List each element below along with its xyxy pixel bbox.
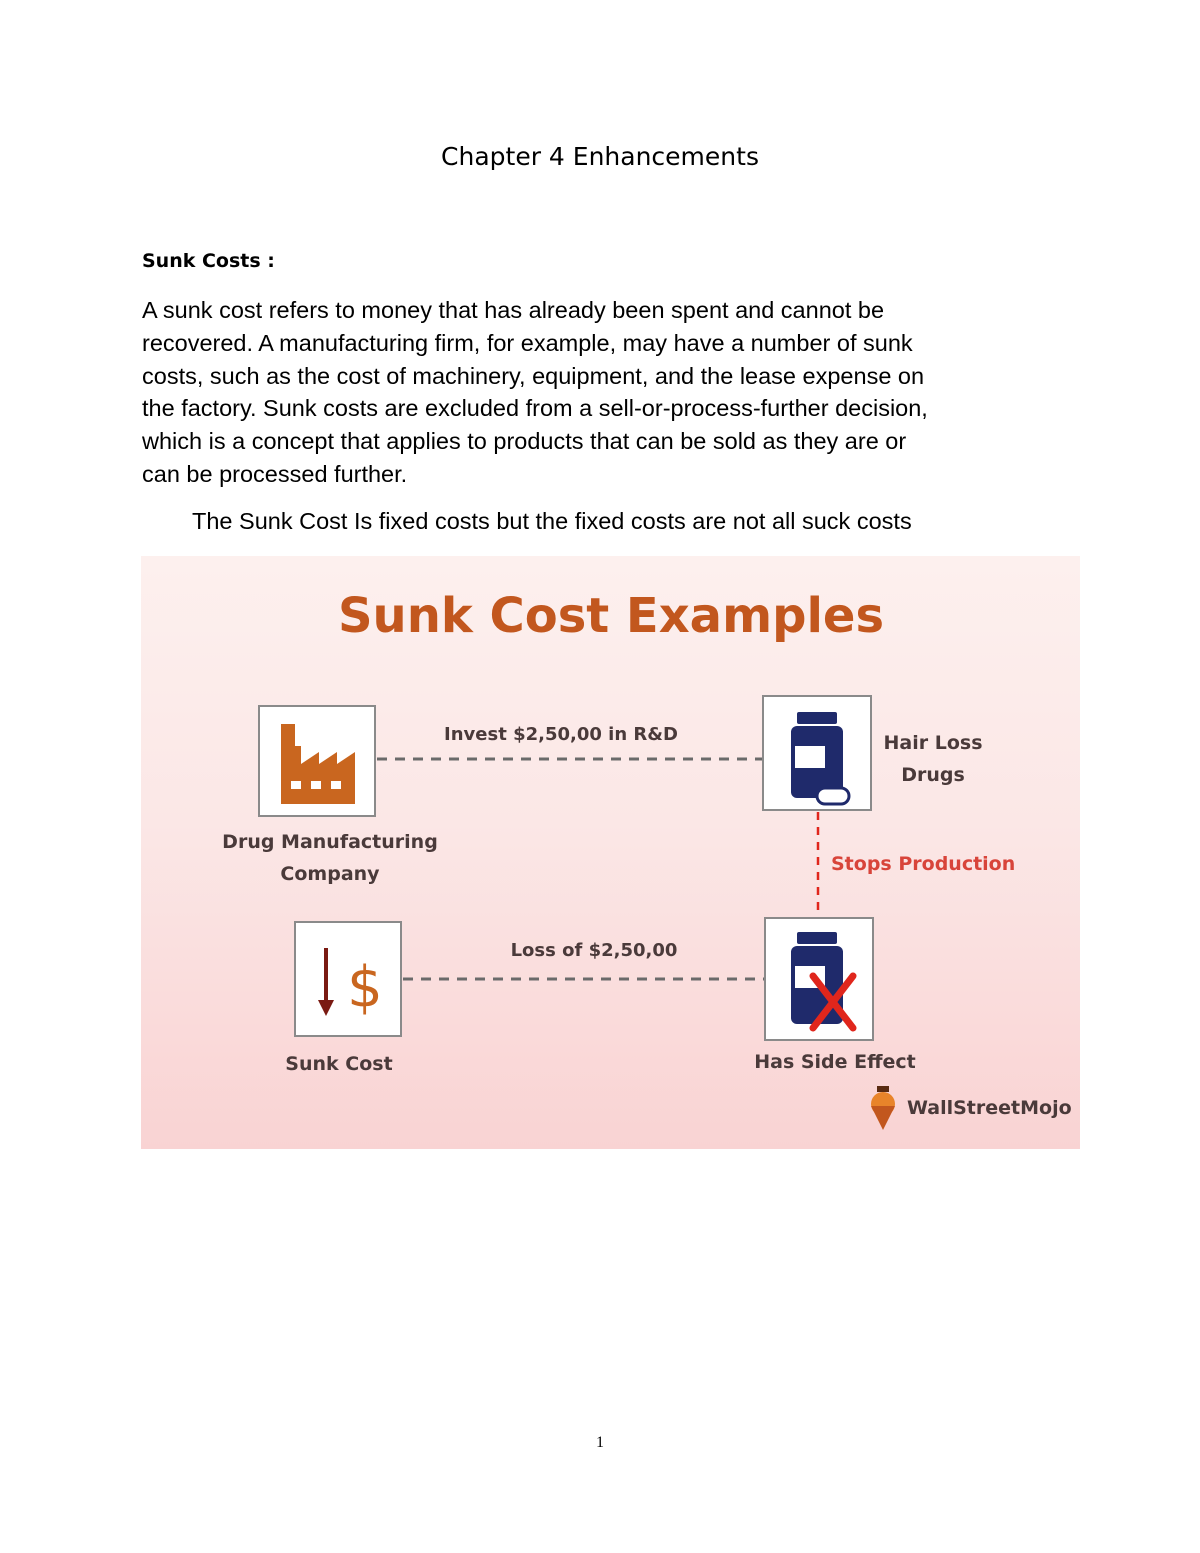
company-label-line1: Drug Manufacturing [222, 831, 438, 853]
page-title: Chapter 4 Enhancements [441, 142, 759, 171]
body-paragraph: A sunk cost refers to money that has already been spent and cannot be recovered. A manufacturing firm, for example, may have a number of sunk costs, such as the cost of machinery, equipment, and the lease expense on the factory. Sunk costs are excluded from a sell-or-process-further decision, which is a concept that applies to products that can be sold as they are or can be processed further. [142, 297, 928, 487]
brand-name: WallStreetMojo [907, 1097, 1072, 1119]
side-effect-box [765, 918, 873, 1040]
drugs-label-line2: Drugs [901, 764, 965, 786]
page-number: 1 [596, 1434, 604, 1451]
brand-logo [871, 1086, 895, 1130]
stops-label: Stops Production [831, 853, 1016, 875]
sunk-label: Sunk Cost [285, 1053, 393, 1075]
sunk-cost-figure [141, 556, 1080, 1149]
factory-icon-box [259, 706, 375, 816]
sunk-cost-box [295, 922, 401, 1036]
note-line: The Sunk Cost Is fixed costs but the fixed costs are not all suck costs [192, 508, 912, 534]
company-label-line2: Company [280, 863, 380, 885]
invest-label: Invest $2,50,00 in R&D [444, 724, 678, 745]
dollar-icon: $ [347, 955, 383, 1020]
section-heading: Sunk Costs : [142, 250, 275, 272]
side-effect-label: Has Side Effect [754, 1051, 916, 1073]
drug-bottle-box [763, 696, 871, 810]
figure-title: Sunk Cost Examples [337, 588, 885, 644]
sunk-cost-diagram [141, 556, 1080, 1149]
loss-label: Loss of $2,50,00 [510, 940, 678, 961]
drugs-label-line1: Hair Loss [883, 732, 983, 754]
